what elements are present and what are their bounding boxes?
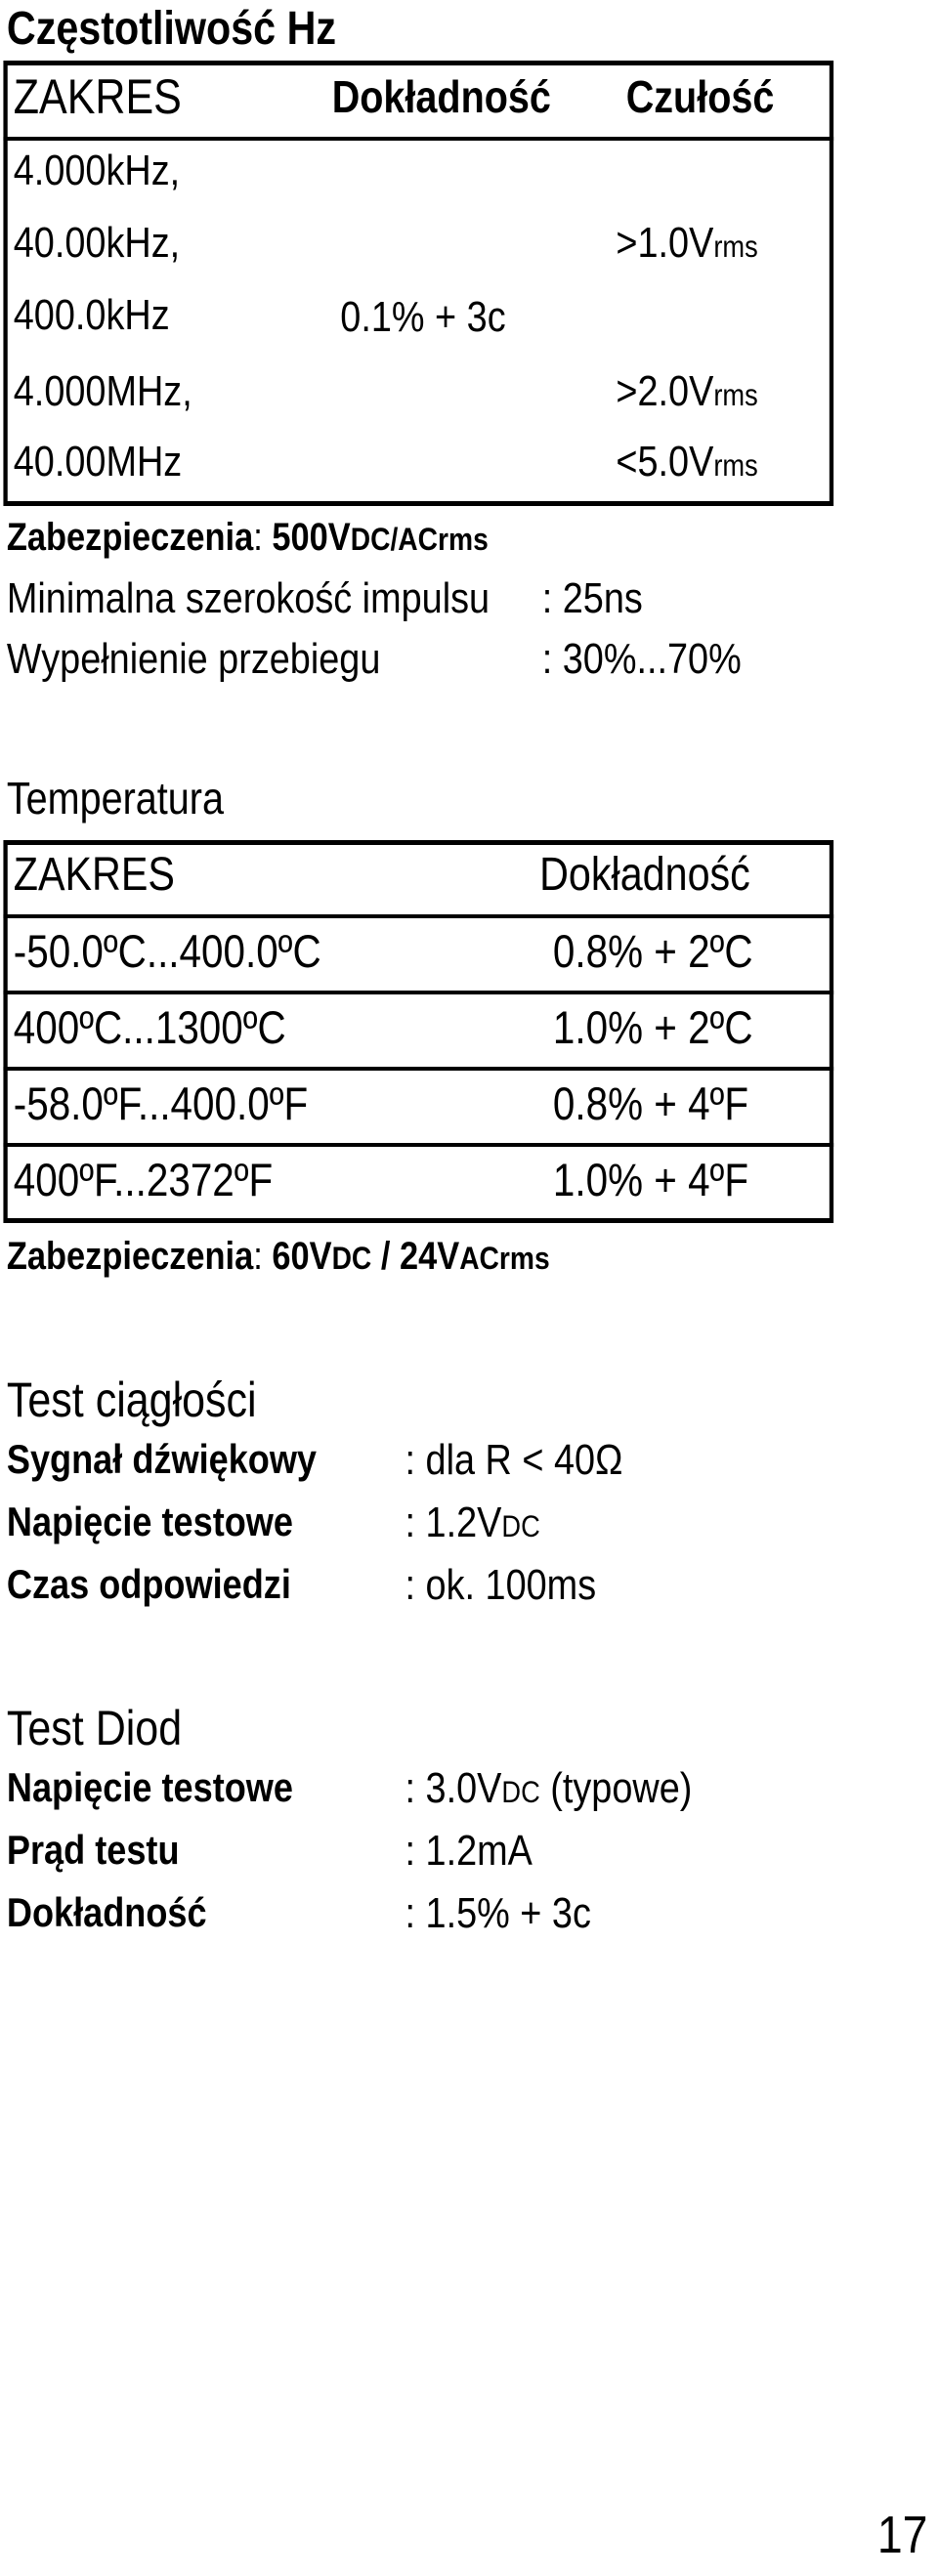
frequency-range-2: 40.00kHz, [13,219,181,267]
temperature-header-range: ZAKRES [13,849,175,901]
pulse-width-value: : 25ns [541,574,643,622]
continuity-label-2: Napięcie testowe [6,1499,293,1544]
temperature-range-2: 400ºC...1300ºC [13,1001,286,1053]
frequency-header-sensitivity: Czułość [625,71,775,122]
temperature-range-3: -58.0ºF...400.0ºF [13,1077,309,1129]
pulse-width-label: Minimalna szerokość impulsu [6,574,490,622]
frequency-range-4: 4.000MHz, [13,367,192,415]
continuity-label-1: Sygnał dźwiękowy [6,1436,318,1482]
duty-cycle-label: Wypełnienie przebiegu [6,635,381,683]
temperature-accuracy-1: 0.8% + 2ºC [552,925,753,977]
continuity-value-3: : ok. 100ms [405,1561,597,1609]
continuity-value-2: : 1.2VDC [405,1499,540,1546]
temperature-title: Temperatura [6,773,224,823]
temperature-range-1: -50.0ºC...400.0ºC [13,925,321,977]
frequency-sensitivity-2: >2.0Vrms [616,367,758,415]
diode-value-1: : 3.0VDC (typowe) [405,1764,693,1812]
frequency-title: Częstotliwość Hz [6,3,337,55]
temperature-accuracy-2: 1.0% + 2ºC [552,1001,753,1053]
frequency-header-range: ZAKRES [13,69,182,124]
diode-label-3: Dokładność [6,1889,207,1935]
frequency-sensitivity-3: <5.0Vrms [616,438,758,486]
temperature-header-accuracy: Dokładność [539,849,750,901]
temperature-row-divider [3,914,833,918]
diode-label-2: Prąd testu [6,1827,180,1873]
page-number: 17 [876,2506,928,2564]
continuity-title: Test ciągłości [6,1372,257,1427]
continuity-label-3: Czas odpowiedzi [6,1561,291,1607]
diode-title: Test Diod [6,1701,183,1755]
continuity-value-1: : dla R < 40Ω [405,1436,623,1484]
diode-value-2: : 1.2mA [405,1827,533,1875]
frequency-sensitivity-1: >1.0Vrms [616,219,758,267]
frequency-range-3: 400.0kHz [13,291,170,339]
frequency-protection: Zabezpieczenia: 500VDC/ACrms [6,516,489,559]
temperature-row-divider [3,991,833,994]
frequency-range-1: 4.000kHz, [13,147,181,194]
frequency-header-accuracy: Dokładność [331,71,551,122]
temperature-row-divider [3,1143,833,1147]
frequency-range-5: 40.00MHz [13,438,183,486]
frequency-table-header-divider [3,137,833,141]
frequency-accuracy-value: 0.1% + 3c [340,293,506,341]
temperature-row-divider [3,1067,833,1071]
temperature-range-4: 400ºF...2372ºF [13,1154,274,1205]
diode-label-1: Napięcie testowe [6,1764,293,1810]
temperature-accuracy-4: 1.0% + 4ºF [552,1154,749,1205]
temperature-accuracy-3: 0.8% + 4ºF [552,1077,749,1129]
duty-cycle-value: : 30%...70% [541,635,742,683]
temperature-protection: Zabezpieczenia: 60VDC / 24VACrms [6,1235,550,1278]
diode-value-3: : 1.5% + 3c [405,1889,591,1937]
